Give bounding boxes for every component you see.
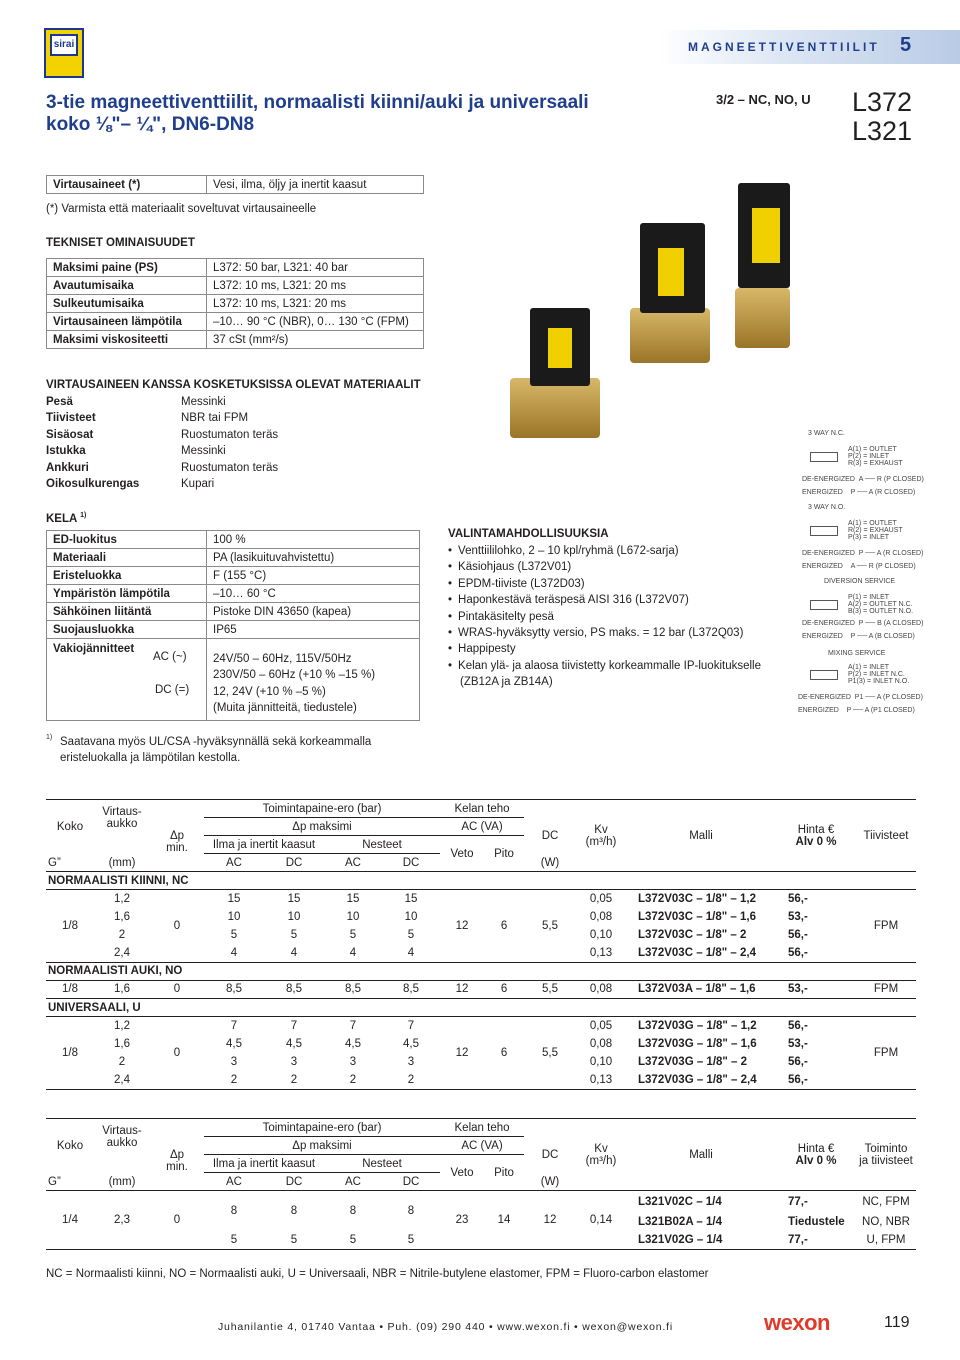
coil-label-2 [658, 248, 684, 296]
table-row: 1/8 1,2 0 7 7 7 7 12 6 5,5 0,05 L372V03G – 1/8" – 1,2 56,- FPM [62, 1019, 899, 1059]
table-row: 5 5 5 5 L321V02G – 1/4 77,- U, FPM [46, 1231, 916, 1249]
coil-label-3 [752, 208, 780, 263]
coil-footnote: Saatavana myös UL/CSA -hyväksynnällä sekä korkeammalla eristeluokalla ja lämpötilan kestolla. [60, 736, 372, 764]
price-table-l321: Koko Virtaus- aukko Toimintapaine-ero (bar) Kelan teho Δp min. Δp maksimi AC (VA) DC Kv (m³/h) Malli Hinta € Alv 0 % Toiminto ja tiivisteet Ilma ja inertit kaasut Nesteet Veto Pito G” (mm) AC DC AC DC (W) 1/4 2,3 0 8 8 8 8 23 14 12 0,14 L321V02C – 1/4 77,- NC, FPM L321B02A – 1/4 Tiedustele NO, NBR 5 5 5 5 L321V02G – 1/4 77,- U, FPM [46, 1118, 916, 1250]
table-row: 2,4 4 4 4 4 0,13 L372V03C – 1/8" – 2,4 56,- [114, 947, 808, 960]
table-row: 2,4 2 2 2 2 0,13 L372V03G – 1/8" – 2,4 56,- [46, 1071, 916, 1089]
symbol-diversion: DIVERSION SERVICE P(1) = INLET A(2) = OUTLET N.C. B(3) = OUTLET N.O. DE-ENERGIZED P ── B (A CLOSED) ENERGIZED P ── A (B CLOSED) [802, 578, 924, 640]
valve-body-1 [510, 378, 600, 438]
tech-heading: TEKNISET OMINAISUUDET [46, 237, 195, 249]
symbol-box [810, 600, 838, 610]
tech-table: Maksimi paine (PS) L372: 50 bar, L321: 40 bar Avautumisaika L372: 10 ms, L321: 20 ms Sulkeutumisaika L372: 10 ms, L321: 20 ms Virtausaineen lämpötila –10… 90 °C (NBR), 0… 130 °C (FPM) Maksimi viskositeetti 37 cSt (mm²/s) [46, 258, 424, 349]
table-row: L321B02A – 1/4 Tiedustele NO, NBR [638, 1215, 910, 1228]
option-item: • Kelan ylä- ja alaosa tiivistetty korkeammalle IP-luokitukselle [448, 660, 761, 676]
product-photo [490, 178, 790, 518]
symbol-box [810, 452, 838, 462]
fluids-note: (*) Varmista että materiaalit soveltuvat virtausaineelle [46, 203, 317, 215]
option-item: • Happipesty [448, 643, 761, 659]
option-item: • Venttiililohko, 2 – 10 kpl/ryhmä (L672-sarja) [448, 545, 761, 561]
coil-heading: KELA $^{1)}$ [46, 512, 87, 525]
footer-address: Juhanilantie 4, 01740 Vantaa • Puh. (09) 290 440 • www.wexon.fi • wexon@wexon.fi [218, 1321, 673, 1333]
table-row: 1/4 2,3 0 8 8 8 8 23 14 12 0,14 L321V02C – 1/4 77,- NC, FPM [62, 1196, 910, 1226]
page-title: 3-tie magneettiventtiilit, normaalisti kiinni/auki ja universaali koko ⅛"– ¼", DN6-DN8 [46, 92, 589, 135]
option-item: • WRAS-hyväksytty versio, PS maks. = 12 bar (L372Q03) [448, 627, 761, 643]
symbol-mixing: MIXING SERVICE A(1) = INLET P(2) = INLET N.C. P1(3) = INLET N.O. DE-ENERGIZED P1 ── A (P CLOSED) ENERGIZED P ── A (P1 CLOSED) [798, 650, 923, 714]
table-row: 1/8 1,6 0 8,5 8,5 8,5 8,5 12 6 5,5 0,08 L372V03A – 1/8" – 1,6 53,- FPM [62, 983, 899, 996]
section-u: UNIVERSAALI, U [46, 999, 916, 1017]
voltage-cell: Vakiojännitteet AC (~) DC (=) [47, 639, 207, 721]
wexon-logo: wexon [764, 1310, 830, 1335]
abbreviation-legend: NC = Normaalisti kiinni, NO = Normaalisti auki, U = Universaali, NBR = Nitrile-butylene elastomer, FPM = Fluoro-carbon elastomer [46, 1268, 709, 1280]
sirai-logo: sirai [44, 28, 84, 78]
page-number: 119 [884, 1314, 910, 1331]
materials-labels: Pesä Tiivisteet Sisäosat Istukka Ankkuri Oikosulkurengas [46, 396, 140, 490]
table-row: 2 5 5 5 5 0,10 L372V03C – 1/8" – 2 56,- [118, 929, 808, 942]
voltage-values: 24V/50 – 60Hz, 115V/50Hz 230V/50 – 60Hz (+10 % –15 %) 12, 24V (+10 % –5 %) (Muita jännitteitä, tiedustele) [207, 639, 420, 721]
symbol-no: 3 WAY N.O. A(1) = OUTLET R(2) = EXHAUST P(3) = INLET DE-ENERGIZED P ── A (R CLOSED) ENERGIZED A ── R (P CLOSED) [802, 504, 924, 570]
table-row: 1,6 10 10 10 10 0,08 L372V03C – 1/8" – 1,6 53,- [114, 911, 808, 924]
option-item: • EPDM-tiiviste (L372D03) [448, 578, 761, 594]
option-item: • Haponkestävä teräspesä AISI 316 (L372V07) [448, 594, 761, 610]
section-no: NORMAALISTI AUKI, NO [46, 962, 916, 980]
fluids-table: Virtausaineet (*) Vesi, ilma, öljy ja inertit kaasut [46, 175, 424, 194]
valve-function: 3/2 – NC, NO, U [716, 92, 811, 107]
symbol-nc: 3 WAY N.C. A(1) = OUTLET P(2) = INLET R(3) = EXHAUST DE-ENERGIZED A ── R (P CLOSED) ENERGIZED P ── A (R CLOSED) [802, 430, 924, 496]
coil-label-1 [548, 328, 572, 368]
option-item: • Käsiohjaus (L372V01) [448, 561, 761, 577]
options-heading: VALINTAMAHDOLLISUUKSIA [448, 528, 609, 540]
section-number: 5 [900, 34, 912, 56]
option-item: • Pintakäsitelty pesä [448, 611, 761, 627]
materials-values: Messinki NBR tai FPM Ruostumaton teräs Messinki Ruostumaton teräs Kupari [181, 396, 279, 490]
symbol-box [810, 526, 838, 536]
options-list [448, 545, 761, 676]
model-names: L372 L321 [852, 87, 913, 146]
table-row: 1/8 1,2 0 15 15 15 15 12 6 5,5 0,05 L372V03C – 1/8" – 1,2 56,- FPM [62, 893, 899, 933]
footnote-mark: 1) [46, 734, 53, 741]
valve-body-3 [735, 288, 790, 348]
table-row: 2 3 3 3 3 0,10 L372V03G – 1/8" – 2 56,- [118, 1055, 808, 1068]
coil-table: ED-luokitus 100 % Materiaali PA (lasikuituvahvistettu) Eristeluokka F (155 °C) Ympäristön lämpötila –10… 60 °C Sähköinen liitäntä Pistoke DIN 43650 (kapea) Suojausluokka IP65 Vakiojännitteet AC (~) DC (=) 24V/50 – 60Hz, 115V/50Hz 230V/50 – 60Hz (+10 % –15 %) 12, 24V (+10 % –5 %) (Muita jännitteitä, tiedustele) [46, 530, 420, 721]
valve-symbols [798, 430, 958, 720]
table-row: 1,6 4,5 4,5 4,5 4,5 0,08 L372V03G – 1/8" – 1,6 53,- [114, 1037, 808, 1050]
materials-heading: VIRTAUSAINEEN KANSSA KOSKETUKSISSA OLEVAT MATERIAALIT [46, 379, 421, 391]
price-table-l372: Koko Virtaus- aukko Toimintapaine-ero (bar) Kelan teho Δp min. Δp maksimi AC (VA) DC Kv (m³/h) Malli Hinta € Alv 0 % Tiivisteet Ilma ja inertit kaasut Nesteet Veto Pito G” (mm) AC DC AC DC (W) NORMAALISTI KIINNI, NC 1/8 1,2 0 15 15 15 15 12 6 5,5 0,05 L372V03C – 1/8" – 1,2 56,- FPM 1,6 10 10 10 10 0,08 L372V03C – 1/8" – 1,6 53,- 2 5 5 5 5 0,10 L372V03C – 1/8" – 2 56,- 2,4 4 4 4 4 0,13 L372V03C – 1/8" – 2,4 56,- NORMAALISTI AUKI, NO 1/8 1,6 0 8,5 8,5 8,5 8,5 12 6 5,5 0,08 L372V03A – 1/8" – 1,6 53,- FPM UNIVERSAALI, U 1/8 1,2 0 7 7 7 7 12 6 5,5 0,05 L372V03G – 1/8" – 1,2 56,- FPM 1,6 4,5 4,5 4,5 4,5 0,08 L372V03G – 1/8" – 1,6 53,- 2 3 3 3 3 0,10 L372V03G – 1/8" – 2 56,- 2,4 2 2 2 2 0,13 L372V03G – 1/8" – 2,4 56,- [46, 799, 916, 1090]
section-nc: NORMAALISTI KIINNI, NC [46, 872, 916, 890]
valve-body-2 [630, 308, 710, 363]
section-title: MAGNEETTIVENTTIILIT [688, 40, 880, 54]
option-item-continued: (ZB12A ja ZB14A) [460, 676, 553, 688]
symbol-box [810, 670, 838, 680]
